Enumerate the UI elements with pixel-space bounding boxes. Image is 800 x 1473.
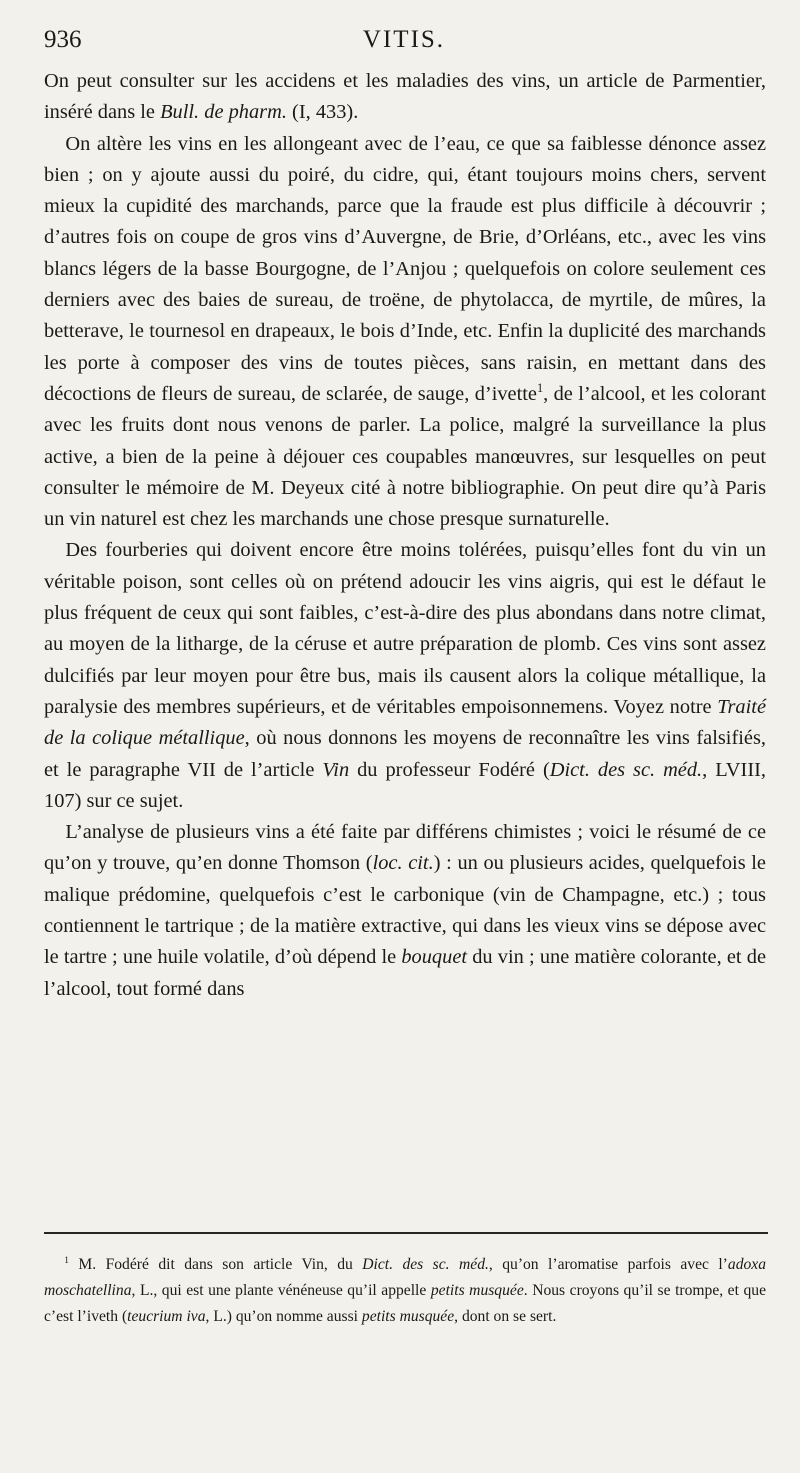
text-span: du vin ; une matière colorante, et de l’alcool, tout formé dans — [44, 946, 766, 1000]
citation-italic: Traité de la colique métallique — [44, 695, 766, 750]
text-span: , où nous donnons les moyens de reconnaître les vins falsifiés, et le paragraphe VII de l’article — [44, 727, 766, 781]
term-italic: petits musquée — [430, 1282, 524, 1299]
citation-italic: loc. cit. — [372, 852, 434, 875]
text-span: . Nous croyons qu’il se trompe, et que c’est l’iveth ( — [44, 1282, 766, 1325]
paragraph-2 — [44, 129, 766, 536]
species-italic: adoxa moschatellina — [44, 1256, 766, 1299]
text-span: L’analyse de plusieurs vins a été faite par différens chimistes ; voici le résumé de ce qu’on y trouve, qu’en donne Thomson ( — [44, 821, 766, 875]
text-span: M. Fodéré dit dans son article Vin, du — [68, 1256, 363, 1273]
footnote-divider — [44, 1232, 768, 1234]
text-span: (I, 433). — [286, 101, 359, 124]
text-span: ) : un ou plusieurs acides, quelquefois le malique prédomine, quelquefois c’est le carbonique (vin de Champagne, etc.) ; tous contiennent le tartrique ; de la matière extractive, qui dans les vieux vins se dépose avec le tartre ; une huile volatile, d’où dépend le — [44, 852, 766, 969]
text-span: , qu’on l’aromatise parfois avec l’ — [488, 1256, 728, 1273]
page-header — [44, 26, 764, 60]
footnote — [44, 1252, 766, 1330]
paragraph-1 — [44, 66, 766, 129]
citation-italic: Bull. de pharm. — [160, 101, 287, 124]
citation-italic: Dict. des sc. méd. — [549, 758, 703, 781]
text-span: , L.) qu’on nomme aussi — [205, 1308, 362, 1325]
text-span: , de l’alcool, et les colorant avec les fruits dont nous venons de parler. La police, malgré la surveillance la plus active, a bien de la peine à déjouer ces coupables manœuvres, sur lesquelles on peut consulter le mémoire de M. Deyeux cité à notre bibliographie. On peut dire qu’à Paris un vin naturel est chez les marchands une chose presque surnaturelle. — [44, 382, 766, 531]
text-span: Des fourberies qui doivent encore être moins tolérées, puisqu’elles font du vin un véritable poison, sont celles où on prétend adoucir les vins aigris, qui est le défaut le plus fréquent de ceux qui sont faibles, c’est-à-dire des plus abondans dans notre climat, au moyen de la litharge, de la céruse et autre préparation de plomb. Ces vins sont assez dulcifiés par leur moyen pour être bus, mais ils causent alors la colique métallique, la paralysie des membres supérieurs, et de véritables empoisonnemens. Voyez notre — [44, 539, 766, 718]
text-span: , L., qui est une plante vénéneuse qu’il appelle — [131, 1282, 431, 1299]
term-italic: petits musquée — [361, 1308, 455, 1325]
paragraph-4 — [44, 817, 766, 1005]
text-span: , dont on se sert. — [454, 1308, 557, 1325]
text-span: du professeur Fodéré ( — [349, 758, 550, 781]
footnote-mark: 1 — [64, 1255, 69, 1266]
citation-italic: Dict. des sc. méd. — [362, 1256, 489, 1273]
running-title: VITIS. — [362, 26, 446, 53]
footnote-text — [44, 1252, 766, 1330]
citation-italic: bouquet — [401, 946, 468, 969]
text-span: On altère les vins en les allongeant avec de l’eau, ce que sa faiblesse dénonce assez bien ; on y ajoute aussi du poiré, du cidre, qui, étant toujours moins chers, servent mieux la cupidité des marchands, parce que la fraude est plus difficile à découvrir ; d’autres fois on coupe de gros vins d’Auvergne, de Brie, d’Orléans, etc., avec les vins blancs légers de la basse Bourgogne, de l’Anjou ; quelquefois on colore seulement ces derniers avec des baies de sureau, de troëne, de phytolacca, de myrtile, de mûres, la betterave, le tournesol en drapeaux, le bois d’Inde, etc. Enfin la duplicité des marchands les porte à composer des vins de toutes pièces, sans raisin, en mettant dans des décoctions de fleurs de sureau, de sclarée, de sauge, d’ivette — [44, 132, 766, 405]
main-text — [44, 66, 766, 1005]
footnote-reference: 1 — [536, 381, 544, 396]
text-span: On peut consulter sur les accidens et les maladies des vins, un article de Parmentier, inséré dans le — [44, 70, 766, 124]
species-italic: teucrium iva — [127, 1308, 206, 1325]
citation-italic: Vin — [322, 758, 350, 781]
paragraph-3 — [44, 535, 766, 817]
page-number: 936 — [44, 26, 82, 53]
text-span: , LVIII, 107) sur ce sujet. — [44, 758, 766, 812]
